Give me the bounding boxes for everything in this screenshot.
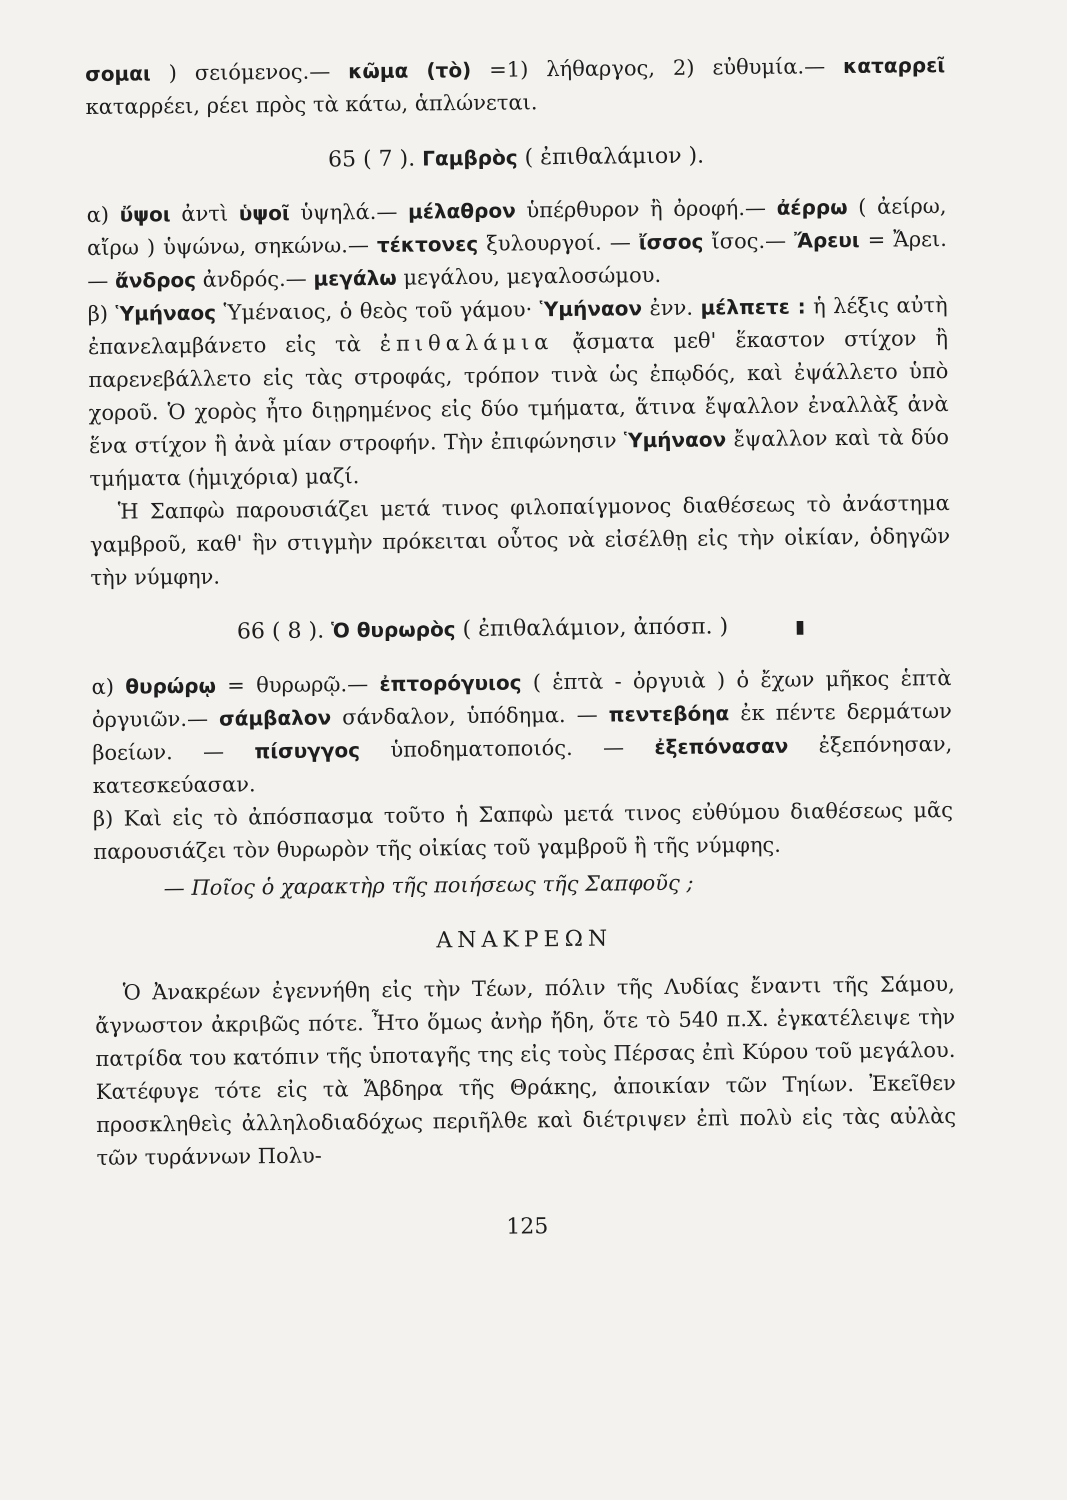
heading-65: 65 ( 7 ). Γαμβρὸς ( ἐπιθαλάμιον ). <box>327 143 705 173</box>
margin-mark: ▮ <box>794 616 806 638</box>
paragraph-continuation: σομαι ) σειόμενος.— κῶμα (τὸ) =1) λήθαργος, 2) εὐθυμία.— καταρρεῖ καταρρέει, ρέει πρὸς τὰ κάτω, ἁπλώνεται. <box>85 52 946 119</box>
notes-65-b: β) Ὑμήναος Ὑμέναιος, ὁ θεὸς τοῦ γάμου· Ὑμήναον ἐνν. μέλπετε : ἡ λέξις αὐτὴ ἐπανελαμβάνετο εἰς τὰ ἐπιθαλάμια ᾄσματα μεθ' ἕκαστον στίχον ἢ παρενεβάλλετο εἰς τὰς στροφάς, τρόπον τινὰ ὡς ἐπῳδός, καὶ ἐψάλλετο ὑπὸ χοροῦ. Ὁ χορὸς ἦτο διῃρημένος εἰς δύο τμήματα, ἅτινα ἔψαλλον ἐναλλὰξ ἀνὰ ἕνα στίχον ἢ ἀνὰ μίαν στροφήν. Τὴν ἐπιφώνησιν Ὑμήναον ἔψαλλον καὶ τὰ δύο τμήματα (ἡμιχόρια) μαζί. <box>87 292 950 491</box>
term: καταρρεῖ <box>842 52 946 79</box>
heading-66: 66 ( 8 ). Ὁ θυρωρὸς ( ἐπιθαλάμιον, ἀπόσπ. ) ▮ <box>236 614 806 645</box>
page-number: 125 <box>506 1214 549 1240</box>
term: σομαι <box>85 61 151 86</box>
notes-65-a: α) ὔψοι ἀντὶ ὑψοῖ ὑψηλά.— μέλαθρον ὑπέρθυρον ἢ ὀροφή.— ἀέρρω ( ἀείρω, αἴρω ) ὑψώνω, σηκώνω.— τέκτονες ξυλουργοί. — ἴσσος ἴσος.— Ἄρευι = Ἄρει.— ἄνδρος ἀνδρός.— μεγάλω μεγάλου, μεγαλοσώμου. <box>86 193 948 293</box>
notes-66-a: α) θυρώρῳ = θυρωρῷ.— ἐπτορόγυιος ( ἑπτὰ - ὀργυιὰ ) ὁ ἔχων μῆκος ἑπτὰ ὀργυιῶν.— σάμβαλον σάνδαλον, ὑπόδημα. — πεντεβόηα ἐκ πέντε δερμάτων βοείων. — πίσυγγος ὑποδηματοποιός. — ἐξεπόνασαν ἐξεπόνησαν, κατεσκεύασαν. <box>91 665 953 798</box>
commentary-65: Ἡ Σαπφὼ παρουσιάζει μετά τινος φιλοπαίγμονος διαθέσεως τὸ ἀνάστημα γαμβροῦ, καθ' ἣν στιγμὴν πρόκειται οὗτος νὰ εἰσέλθῃ εἰς τὴν οἰκίαν, ὁδηγῶν τὴν νύμφην. <box>89 490 951 590</box>
section-title: ΑΝΑΚΡΕΩΝ <box>436 926 613 954</box>
heading-title: Ὁ θυρωρὸς <box>330 617 456 643</box>
heading-title: Γαμβρὸς <box>422 145 518 171</box>
anacreon-paragraph: Ὁ Ἀνακρέων ἐγεννήθη εἰς τὴν Τέων, πόλιν τῆς Λυδίας ἔναντι τῆς Σάμου, ἄγνωστον ἀκριβῶς πότε. Ἦτο ὅμως ἀνὴρ ἤδη, ὅτε τὸ 540 π.Χ. ἐγκατέλειψε τὴν πατρίδα του κατόπιν τῆς ὑποταγῆς της εἰς τοὺς Πέρσας ἐπὶ Κύρου τοῦ μεγάλου. Κατέφυγε τότε εἰς τὰ Ἄβδηρα τῆς Θράκης, ἀποικίαν τῶν Τηίων. Ἐκεῖθεν προσκληθεὶς ἀλληλοδιαδόχως περιῆλθε καὶ διέτριψεν ἐπὶ πολὺ εἰς τὰς αὐλὰς τῶν τυράννων Πολυ- <box>95 971 957 1170</box>
term: κῶμα (τὸ) <box>348 57 472 84</box>
notes-66-b: β) Καὶ εἰς τὸ ἀπόσπασμα τοῦτο ἡ Σαπφὼ μετά τινος εὐθύμου διαθέσεως μᾶς παρουσιάζει τὸν θυρωρὸν τῆς οἰκίας τοῦ γαμβροῦ ἢ τῆς νύμφης. <box>92 797 954 864</box>
book-page <box>85 49 957 1248</box>
review-question: — Ποῖος ὁ χαρακτὴρ τῆς ποιήσεως τῆς Σαπφοῦς ; <box>163 870 694 901</box>
